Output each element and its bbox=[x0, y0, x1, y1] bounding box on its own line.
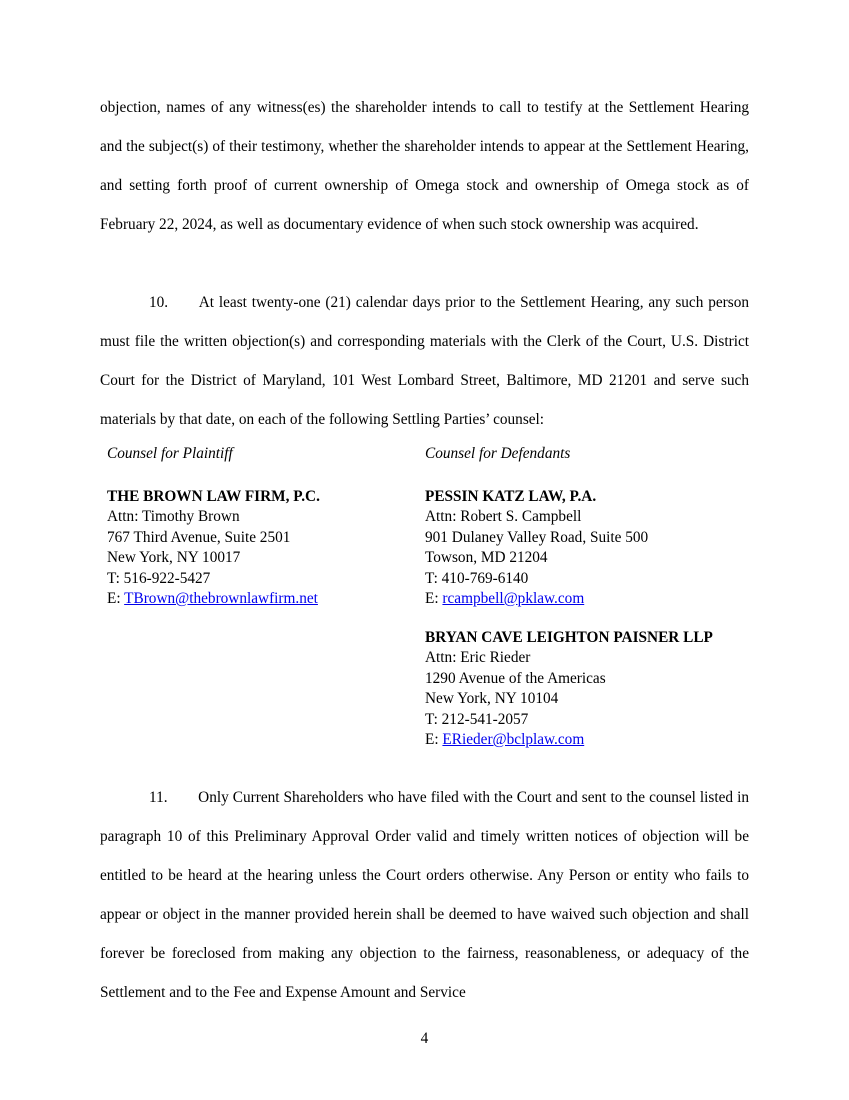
address-line-1: 767 Third Avenue, Suite 2501 bbox=[107, 528, 291, 546]
counsel-plaintiff-heading: Counsel for Plaintiff bbox=[107, 445, 233, 462]
email-prefix: E: bbox=[107, 590, 125, 607]
attn-line: Attn: Eric Rieder bbox=[425, 649, 531, 666]
paragraph-11: 11. Only Current Shareholders who have filed with the Court and sent to the counsel listed in paragraph 10 of this Preliminary Approval Order valid and timely written notices of objection will be entitled to be heard at the hearing unless the Court orders otherwise. Any Person or entity who fails to appear or object in the manner provided herein shall be deemed to have waived such objection and shall forever be foreclosed from making any objection to the fairness, reasonableness, or adequacy of the Settlement and to the Fee and Expense Amount and Service bbox=[100, 789, 749, 1001]
page-number: 4 bbox=[420, 1030, 429, 1047]
attn-line: Attn: Timothy Brown bbox=[107, 508, 240, 525]
defendant-firm-block bbox=[425, 628, 765, 751]
address-line-1: 901 Dulaney Valley Road, Suite 500 bbox=[425, 528, 649, 546]
address-line-2: New York, NY 10017 bbox=[107, 549, 241, 566]
defendant-firm-block bbox=[425, 487, 765, 610]
email-link[interactable]: TBrown@thebrownlawfirm.net bbox=[124, 590, 318, 607]
counsel-defendants-block bbox=[425, 444, 765, 769]
firm-name: PESSIN KATZ LAW, P.A. bbox=[425, 487, 597, 505]
attn-line: Attn: Robert S. Campbell bbox=[425, 508, 582, 525]
address-line-1: 1290 Avenue of the Americas bbox=[425, 669, 606, 687]
phone-line: T: 212-541-2057 bbox=[425, 710, 529, 728]
email-line bbox=[425, 730, 765, 751]
email-prefix: E: bbox=[425, 731, 443, 748]
counsel-defendants-heading: Counsel for Defendants bbox=[425, 445, 571, 462]
address-line-2: Towson, MD 21204 bbox=[425, 549, 548, 566]
address-line-2: New York, NY 10104 bbox=[425, 690, 559, 707]
firm-name: BRYAN CAVE LEIGHTON PAISNER LLP bbox=[425, 628, 713, 646]
phone-line: T: 516-922-5427 bbox=[107, 569, 211, 587]
counsel-plaintiff-block bbox=[107, 444, 407, 610]
email-line bbox=[425, 589, 765, 610]
paragraph-10: 10. At least twenty-one (21) calendar days prior to the Settlement Hearing, any such person must file the written objection(s) and corresponding materials with the Clerk of the Court, U.S. District Court for the District of Maryland, 101 West Lombard Street, Baltimore, MD 21201 and serve such materials by that date, on each of the following Settling Parties’ counsel: bbox=[100, 294, 749, 428]
paragraph-continued: objection, names of any witness(es) the shareholder intends to call to testify at the Settlement Hearing and the subject(s) of their testimony, whether the shareholder intends to appear at the Settlement Hearing, and setting forth proof of current ownership of Omega stock and ownership of Omega stock as of February 22, 2024, as well as documentary evidence of when such stock ownership was acquired. bbox=[100, 99, 749, 233]
email-prefix: E: bbox=[425, 590, 443, 607]
email-link[interactable]: ERieder@bclplaw.com bbox=[442, 731, 585, 748]
email-line bbox=[107, 589, 407, 610]
firm-name: THE BROWN LAW FIRM, P.C. bbox=[107, 487, 320, 505]
phone-line: T: 410-769-6140 bbox=[425, 569, 529, 587]
email-link[interactable]: rcampbell@pklaw.com bbox=[442, 590, 585, 607]
